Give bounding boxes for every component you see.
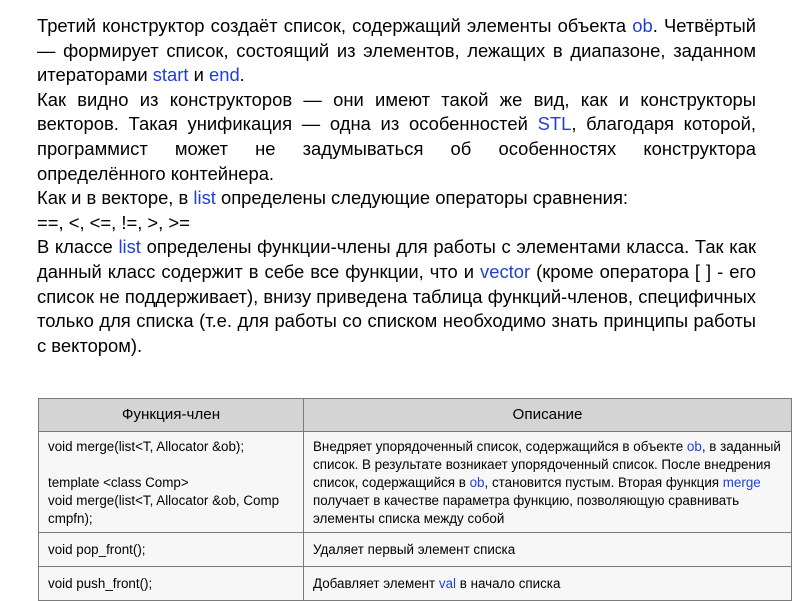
text-run: , в заданный список. В результате возникает упорядоченный список. После внедрения список, содержащийся в (313, 439, 781, 490)
keyword: val (438, 576, 457, 591)
description-cell (304, 567, 792, 601)
keyword: ob (469, 475, 485, 490)
text-run: Как и в векторе, в (37, 187, 194, 209)
keyword: merge (722, 475, 761, 490)
text-run: Внедряет упорядоченный список, содержащийся в объекте (313, 439, 687, 454)
column-header-function: Функция-член (39, 399, 304, 432)
text-run: (кроме оператора [ ] - его список не поддерживает), внизу приведена таблица функций-членов, специфичных только для списка (т.е. для работы со списком необходимо знать принципы работы с вектором). (37, 260, 757, 356)
text-run: получает в качестве параметра функцию, позволяющую сравнивать элементы списка между собой (313, 493, 740, 526)
table-header-row (39, 399, 792, 432)
text-run: , благодаря которой, программист может не задумываться об особенностях конструктора определённого контейнера. (37, 113, 757, 184)
keyword: STL (537, 113, 572, 135)
text-run: В классе (37, 236, 119, 258)
member-functions-table (38, 398, 792, 601)
operators-list: ==, <, <=, !=, >, >= (37, 211, 190, 233)
description-cell: Удаляет первый элемент списка (304, 533, 792, 567)
function-signature: void merge(list<T, Allocator &ob, Comp cmpfn); (48, 493, 280, 526)
function-signature: void merge(list<T, Allocator &ob); (48, 439, 245, 454)
paragraph-2 (37, 88, 756, 186)
table-row (39, 533, 792, 567)
column-header-description: Описание (304, 399, 792, 432)
text-run: , становится пустым. Вторая функция (484, 475, 723, 490)
table-row (39, 567, 792, 601)
keyword: vector (480, 260, 531, 282)
keyword: start (152, 64, 189, 86)
table-row (39, 432, 792, 533)
keyword: list (193, 187, 216, 209)
body-text (37, 14, 756, 358)
text-run: в начало списка (456, 576, 561, 591)
keyword: end (208, 64, 240, 86)
function-cell: void push_front(); (39, 567, 304, 601)
text-run: Добавляет элемент (313, 576, 439, 591)
text-run: . (239, 64, 245, 86)
function-signature: template <class Comp> (48, 475, 189, 490)
function-cell: void pop_front(); (39, 533, 304, 567)
paragraph-1 (37, 14, 756, 88)
keyword: ob (632, 15, 653, 36)
text-run: определены следующие операторы сравнения: (215, 187, 629, 209)
text-run: определены функции-члены для работы с элементами класса. Так как данный класс содержит в себе все функции, что и (37, 236, 756, 282)
description-cell (304, 432, 792, 533)
text-run: и (188, 64, 209, 86)
text-run: Третий конструктор создаёт список, содержащий элементы объекта (37, 15, 633, 36)
paragraph-3 (37, 186, 756, 235)
text-run: Как видно из конструкторов — они имеют такой же вид, как и конструкторы векторов. Такая унификация — одна из особенностей (37, 88, 756, 135)
paragraph-4 (37, 235, 756, 358)
text-run: . Четвёртый — формирует список, состоящий из элементов, лежащих в диапазоне, заданном итераторами (37, 15, 756, 86)
keyword: ob (686, 439, 702, 454)
function-cell (39, 432, 304, 533)
keyword: list (118, 236, 141, 258)
